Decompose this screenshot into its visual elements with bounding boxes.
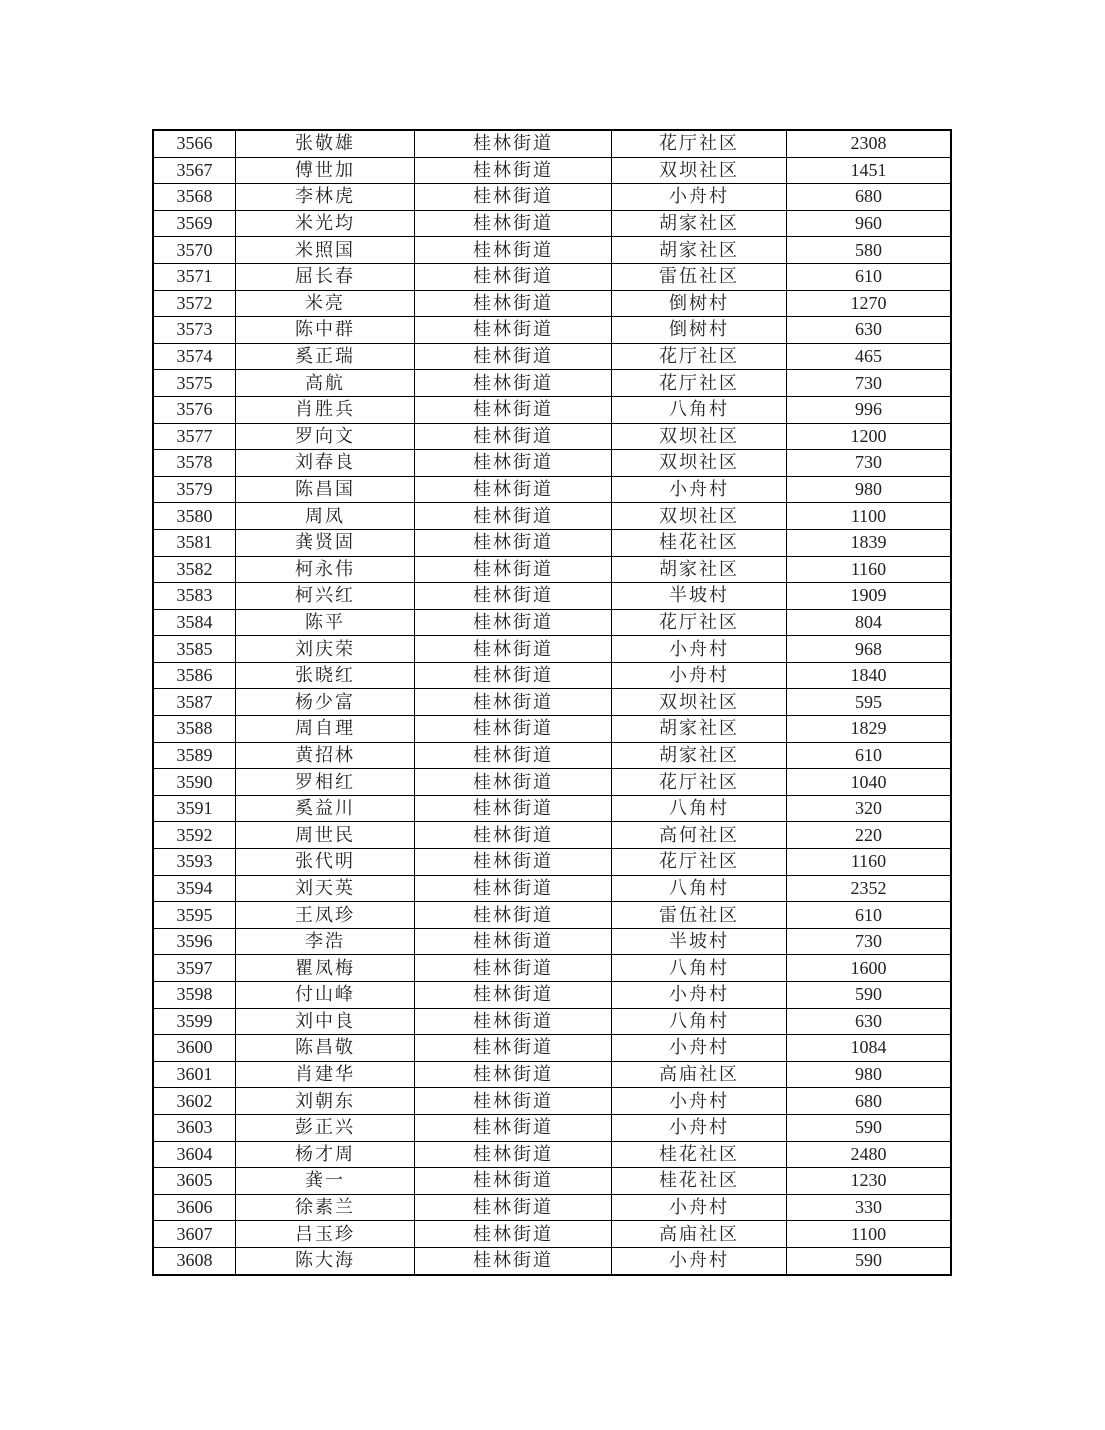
name-cell: 陈昌敬 bbox=[236, 1035, 415, 1062]
amount-cell: 630 bbox=[787, 1008, 952, 1035]
name-cell: 米照国 bbox=[236, 237, 415, 264]
name-cell: 罗向文 bbox=[236, 423, 415, 450]
name-cell: 付山峰 bbox=[236, 982, 415, 1009]
table-row bbox=[153, 662, 951, 689]
row-number-cell: 3585 bbox=[153, 636, 236, 663]
street-cell: 桂林街道 bbox=[415, 902, 612, 929]
community-cell: 胡家社区 bbox=[612, 237, 787, 264]
table-row bbox=[153, 396, 951, 423]
table-row bbox=[153, 1141, 951, 1168]
community-cell: 双坝社区 bbox=[612, 423, 787, 450]
street-cell: 桂林街道 bbox=[415, 875, 612, 902]
street-cell: 桂林街道 bbox=[415, 1008, 612, 1035]
table-row bbox=[153, 716, 951, 743]
community-cell: 半坡村 bbox=[612, 928, 787, 955]
street-cell: 桂林街道 bbox=[415, 317, 612, 344]
name-cell: 刘春良 bbox=[236, 450, 415, 477]
table-row bbox=[153, 955, 951, 982]
row-number-cell: 3572 bbox=[153, 290, 236, 317]
name-cell: 刘庆荣 bbox=[236, 636, 415, 663]
name-cell: 杨少富 bbox=[236, 689, 415, 716]
table-row bbox=[153, 1168, 951, 1195]
street-cell: 桂林街道 bbox=[415, 928, 612, 955]
street-cell: 桂林街道 bbox=[415, 662, 612, 689]
street-cell: 桂林街道 bbox=[415, 157, 612, 184]
name-cell: 徐素兰 bbox=[236, 1194, 415, 1221]
community-cell: 花厅社区 bbox=[612, 769, 787, 796]
amount-cell: 590 bbox=[787, 1114, 952, 1141]
street-cell: 桂林街道 bbox=[415, 849, 612, 876]
name-cell: 张代明 bbox=[236, 849, 415, 876]
table-row bbox=[153, 130, 951, 157]
row-number-cell: 3579 bbox=[153, 476, 236, 503]
row-number-cell: 3576 bbox=[153, 396, 236, 423]
table-row bbox=[153, 1061, 951, 1088]
name-cell: 奚正瑞 bbox=[236, 343, 415, 370]
community-cell: 小舟村 bbox=[612, 476, 787, 503]
street-cell: 桂林街道 bbox=[415, 1061, 612, 1088]
amount-cell: 1100 bbox=[787, 1221, 952, 1248]
street-cell: 桂林街道 bbox=[415, 370, 612, 397]
street-cell: 桂林街道 bbox=[415, 742, 612, 769]
amount-cell: 1230 bbox=[787, 1168, 952, 1195]
name-cell: 陈大海 bbox=[236, 1247, 415, 1274]
community-cell: 雷伍社区 bbox=[612, 902, 787, 929]
amount-cell: 730 bbox=[787, 928, 952, 955]
amount-cell: 980 bbox=[787, 476, 952, 503]
community-cell: 半坡村 bbox=[612, 583, 787, 610]
name-cell: 张晓红 bbox=[236, 662, 415, 689]
name-cell: 肖胜兵 bbox=[236, 396, 415, 423]
row-number-cell: 3600 bbox=[153, 1035, 236, 1062]
table-row bbox=[153, 769, 951, 796]
row-number-cell: 3573 bbox=[153, 317, 236, 344]
street-cell: 桂林街道 bbox=[415, 1114, 612, 1141]
street-cell: 桂林街道 bbox=[415, 822, 612, 849]
row-number-cell: 3594 bbox=[153, 875, 236, 902]
row-number-cell: 3608 bbox=[153, 1247, 236, 1274]
name-cell: 周自理 bbox=[236, 716, 415, 743]
community-cell: 花厅社区 bbox=[612, 343, 787, 370]
street-cell: 桂林街道 bbox=[415, 1088, 612, 1115]
name-cell: 刘朝东 bbox=[236, 1088, 415, 1115]
community-cell: 小舟村 bbox=[612, 1114, 787, 1141]
row-number-cell: 3604 bbox=[153, 1141, 236, 1168]
community-cell: 小舟村 bbox=[612, 662, 787, 689]
row-number-cell: 3586 bbox=[153, 662, 236, 689]
street-cell: 桂林街道 bbox=[415, 955, 612, 982]
name-cell: 吕玉珍 bbox=[236, 1221, 415, 1248]
amount-cell: 2480 bbox=[787, 1141, 952, 1168]
street-cell: 桂林街道 bbox=[415, 1141, 612, 1168]
name-cell: 刘天英 bbox=[236, 875, 415, 902]
community-cell: 小舟村 bbox=[612, 636, 787, 663]
community-cell: 双坝社区 bbox=[612, 503, 787, 530]
street-cell: 桂林街道 bbox=[415, 1247, 612, 1274]
name-cell: 陈昌国 bbox=[236, 476, 415, 503]
row-number-cell: 3582 bbox=[153, 556, 236, 583]
amount-cell: 580 bbox=[787, 237, 952, 264]
table-row bbox=[153, 423, 951, 450]
name-cell: 王凤珍 bbox=[236, 902, 415, 929]
table-row bbox=[153, 450, 951, 477]
community-cell: 八角村 bbox=[612, 955, 787, 982]
amount-cell: 630 bbox=[787, 317, 952, 344]
row-number-cell: 3570 bbox=[153, 237, 236, 264]
amount-cell: 590 bbox=[787, 982, 952, 1009]
community-cell: 胡家社区 bbox=[612, 742, 787, 769]
table-row bbox=[153, 689, 951, 716]
table-row bbox=[153, 317, 951, 344]
table-row bbox=[153, 1114, 951, 1141]
amount-cell: 610 bbox=[787, 902, 952, 929]
community-cell: 倒树村 bbox=[612, 317, 787, 344]
table-row bbox=[153, 822, 951, 849]
table-row bbox=[153, 1008, 951, 1035]
community-cell: 胡家社区 bbox=[612, 716, 787, 743]
amount-cell: 1040 bbox=[787, 769, 952, 796]
row-number-cell: 3588 bbox=[153, 716, 236, 743]
name-cell: 周凤 bbox=[236, 503, 415, 530]
row-number-cell: 3583 bbox=[153, 583, 236, 610]
community-cell: 高何社区 bbox=[612, 822, 787, 849]
community-cell: 花厅社区 bbox=[612, 609, 787, 636]
row-number-cell: 3606 bbox=[153, 1194, 236, 1221]
table-row bbox=[153, 263, 951, 290]
community-cell: 桂花社区 bbox=[612, 1168, 787, 1195]
amount-cell: 590 bbox=[787, 1247, 952, 1274]
community-cell: 胡家社区 bbox=[612, 210, 787, 237]
street-cell: 桂林街道 bbox=[415, 583, 612, 610]
row-number-cell: 3595 bbox=[153, 902, 236, 929]
name-cell: 奚益川 bbox=[236, 795, 415, 822]
name-cell: 周世民 bbox=[236, 822, 415, 849]
street-cell: 桂林街道 bbox=[415, 1035, 612, 1062]
row-number-cell: 3589 bbox=[153, 742, 236, 769]
table-row bbox=[153, 237, 951, 264]
amount-cell: 1829 bbox=[787, 716, 952, 743]
amount-cell: 1100 bbox=[787, 503, 952, 530]
community-cell: 八角村 bbox=[612, 396, 787, 423]
table-row bbox=[153, 1247, 951, 1274]
street-cell: 桂林街道 bbox=[415, 396, 612, 423]
table-row bbox=[153, 1035, 951, 1062]
table-row bbox=[153, 928, 951, 955]
community-cell: 胡家社区 bbox=[612, 556, 787, 583]
community-cell: 雷伍社区 bbox=[612, 263, 787, 290]
community-cell: 高庙社区 bbox=[612, 1221, 787, 1248]
name-cell: 屈长春 bbox=[236, 263, 415, 290]
street-cell: 桂林街道 bbox=[415, 210, 612, 237]
amount-cell: 1451 bbox=[787, 157, 952, 184]
table-row bbox=[153, 370, 951, 397]
name-cell: 陈中群 bbox=[236, 317, 415, 344]
amount-cell: 680 bbox=[787, 184, 952, 211]
row-number-cell: 3580 bbox=[153, 503, 236, 530]
table-row bbox=[153, 556, 951, 583]
amount-cell: 1909 bbox=[787, 583, 952, 610]
amount-cell: 996 bbox=[787, 396, 952, 423]
amount-cell: 1270 bbox=[787, 290, 952, 317]
community-cell: 小舟村 bbox=[612, 1247, 787, 1274]
community-cell: 小舟村 bbox=[612, 184, 787, 211]
table-row bbox=[153, 609, 951, 636]
amount-cell: 1200 bbox=[787, 423, 952, 450]
street-cell: 桂林街道 bbox=[415, 556, 612, 583]
name-cell: 龚贤固 bbox=[236, 529, 415, 556]
table-row bbox=[153, 503, 951, 530]
row-number-cell: 3568 bbox=[153, 184, 236, 211]
amount-cell: 968 bbox=[787, 636, 952, 663]
row-number-cell: 3571 bbox=[153, 263, 236, 290]
amount-cell: 804 bbox=[787, 609, 952, 636]
table-row bbox=[153, 184, 951, 211]
street-cell: 桂林街道 bbox=[415, 609, 612, 636]
street-cell: 桂林街道 bbox=[415, 343, 612, 370]
amount-cell: 465 bbox=[787, 343, 952, 370]
community-cell: 花厅社区 bbox=[612, 130, 787, 157]
name-cell: 肖建华 bbox=[236, 1061, 415, 1088]
street-cell: 桂林街道 bbox=[415, 769, 612, 796]
community-cell: 八角村 bbox=[612, 795, 787, 822]
street-cell: 桂林街道 bbox=[415, 716, 612, 743]
street-cell: 桂林街道 bbox=[415, 237, 612, 264]
community-cell: 小舟村 bbox=[612, 982, 787, 1009]
name-cell: 米亮 bbox=[236, 290, 415, 317]
table-row bbox=[153, 742, 951, 769]
row-number-cell: 3599 bbox=[153, 1008, 236, 1035]
street-cell: 桂林街道 bbox=[415, 1194, 612, 1221]
table-row bbox=[153, 636, 951, 663]
street-cell: 桂林街道 bbox=[415, 636, 612, 663]
amount-cell: 730 bbox=[787, 450, 952, 477]
name-cell: 黄招林 bbox=[236, 742, 415, 769]
amount-cell: 1840 bbox=[787, 662, 952, 689]
row-number-cell: 3593 bbox=[153, 849, 236, 876]
community-cell: 桂花社区 bbox=[612, 1141, 787, 1168]
community-cell: 双坝社区 bbox=[612, 157, 787, 184]
amount-cell: 2308 bbox=[787, 130, 952, 157]
street-cell: 桂林街道 bbox=[415, 423, 612, 450]
amount-cell: 1084 bbox=[787, 1035, 952, 1062]
amount-cell: 610 bbox=[787, 263, 952, 290]
name-cell: 刘中良 bbox=[236, 1008, 415, 1035]
row-number-cell: 3566 bbox=[153, 130, 236, 157]
table-row bbox=[153, 290, 951, 317]
amount-cell: 2352 bbox=[787, 875, 952, 902]
name-cell: 李浩 bbox=[236, 928, 415, 955]
street-cell: 桂林街道 bbox=[415, 529, 612, 556]
amount-cell: 320 bbox=[787, 795, 952, 822]
street-cell: 桂林街道 bbox=[415, 1221, 612, 1248]
street-cell: 桂林街道 bbox=[415, 290, 612, 317]
table-row bbox=[153, 875, 951, 902]
community-cell: 桂花社区 bbox=[612, 529, 787, 556]
row-number-cell: 3597 bbox=[153, 955, 236, 982]
table-row bbox=[153, 1221, 951, 1248]
community-cell: 倒树村 bbox=[612, 290, 787, 317]
table-row bbox=[153, 1194, 951, 1221]
amount-cell: 960 bbox=[787, 210, 952, 237]
name-cell: 李林虎 bbox=[236, 184, 415, 211]
row-number-cell: 3584 bbox=[153, 609, 236, 636]
amount-cell: 680 bbox=[787, 1088, 952, 1115]
row-number-cell: 3591 bbox=[153, 795, 236, 822]
name-cell: 高航 bbox=[236, 370, 415, 397]
amount-cell: 595 bbox=[787, 689, 952, 716]
community-cell: 花厅社区 bbox=[612, 849, 787, 876]
name-cell: 柯永伟 bbox=[236, 556, 415, 583]
name-cell: 柯兴红 bbox=[236, 583, 415, 610]
table-row bbox=[153, 343, 951, 370]
row-number-cell: 3602 bbox=[153, 1088, 236, 1115]
street-cell: 桂林街道 bbox=[415, 982, 612, 1009]
table-row bbox=[153, 210, 951, 237]
name-cell: 张敬雄 bbox=[236, 130, 415, 157]
table-row bbox=[153, 982, 951, 1009]
amount-cell: 330 bbox=[787, 1194, 952, 1221]
name-cell: 傅世加 bbox=[236, 157, 415, 184]
street-cell: 桂林街道 bbox=[415, 1168, 612, 1195]
street-cell: 桂林街道 bbox=[415, 130, 612, 157]
amount-cell: 1160 bbox=[787, 849, 952, 876]
street-cell: 桂林街道 bbox=[415, 795, 612, 822]
street-cell: 桂林街道 bbox=[415, 689, 612, 716]
name-cell: 杨才周 bbox=[236, 1141, 415, 1168]
table-row bbox=[153, 849, 951, 876]
street-cell: 桂林街道 bbox=[415, 476, 612, 503]
amount-cell: 220 bbox=[787, 822, 952, 849]
row-number-cell: 3578 bbox=[153, 450, 236, 477]
street-cell: 桂林街道 bbox=[415, 503, 612, 530]
table-row bbox=[153, 529, 951, 556]
data-table bbox=[152, 129, 952, 1276]
amount-cell: 610 bbox=[787, 742, 952, 769]
name-cell: 瞿凤梅 bbox=[236, 955, 415, 982]
row-number-cell: 3567 bbox=[153, 157, 236, 184]
row-number-cell: 3592 bbox=[153, 822, 236, 849]
community-cell: 八角村 bbox=[612, 1008, 787, 1035]
row-number-cell: 3577 bbox=[153, 423, 236, 450]
community-cell: 双坝社区 bbox=[612, 689, 787, 716]
row-number-cell: 3569 bbox=[153, 210, 236, 237]
community-cell: 八角村 bbox=[612, 875, 787, 902]
row-number-cell: 3603 bbox=[153, 1114, 236, 1141]
row-number-cell: 3581 bbox=[153, 529, 236, 556]
name-cell: 罗相红 bbox=[236, 769, 415, 796]
row-number-cell: 3574 bbox=[153, 343, 236, 370]
amount-cell: 980 bbox=[787, 1061, 952, 1088]
name-cell: 陈平 bbox=[236, 609, 415, 636]
table-row bbox=[153, 476, 951, 503]
row-number-cell: 3590 bbox=[153, 769, 236, 796]
row-number-cell: 3601 bbox=[153, 1061, 236, 1088]
amount-cell: 1160 bbox=[787, 556, 952, 583]
community-cell: 小舟村 bbox=[612, 1194, 787, 1221]
name-cell: 彭正兴 bbox=[236, 1114, 415, 1141]
name-cell: 龚一 bbox=[236, 1168, 415, 1195]
community-cell: 小舟村 bbox=[612, 1035, 787, 1062]
community-cell: 高庙社区 bbox=[612, 1061, 787, 1088]
community-cell: 小舟村 bbox=[612, 1088, 787, 1115]
row-number-cell: 3607 bbox=[153, 1221, 236, 1248]
table-body bbox=[153, 130, 951, 1275]
amount-cell: 1600 bbox=[787, 955, 952, 982]
amount-cell: 1839 bbox=[787, 529, 952, 556]
community-cell: 花厅社区 bbox=[612, 370, 787, 397]
row-number-cell: 3596 bbox=[153, 928, 236, 955]
street-cell: 桂林街道 bbox=[415, 184, 612, 211]
table-row bbox=[153, 583, 951, 610]
street-cell: 桂林街道 bbox=[415, 450, 612, 477]
amount-cell: 730 bbox=[787, 370, 952, 397]
table-row bbox=[153, 902, 951, 929]
community-cell: 双坝社区 bbox=[612, 450, 787, 477]
name-cell: 米光均 bbox=[236, 210, 415, 237]
row-number-cell: 3598 bbox=[153, 982, 236, 1009]
table-row bbox=[153, 795, 951, 822]
row-number-cell: 3587 bbox=[153, 689, 236, 716]
table-row bbox=[153, 157, 951, 184]
street-cell: 桂林街道 bbox=[415, 263, 612, 290]
table-row bbox=[153, 1088, 951, 1115]
row-number-cell: 3605 bbox=[153, 1168, 236, 1195]
row-number-cell: 3575 bbox=[153, 370, 236, 397]
